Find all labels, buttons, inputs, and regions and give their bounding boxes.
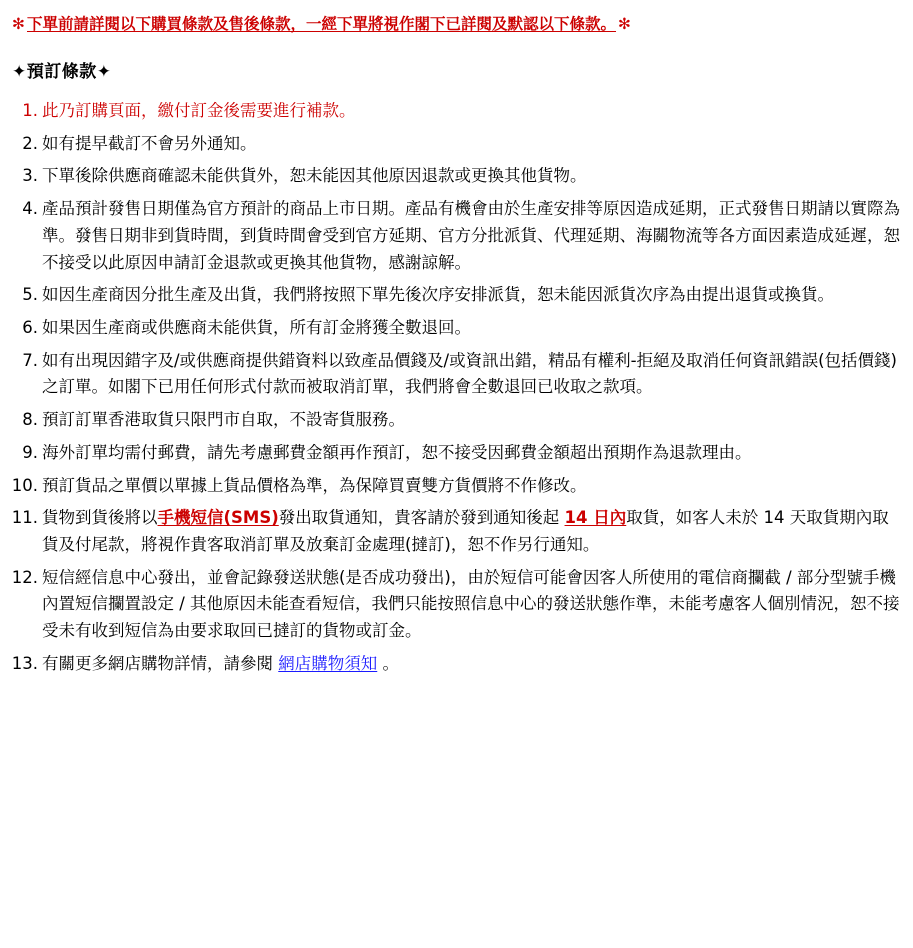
term-item [8,98,905,125]
term-text [42,651,905,678]
term-item [8,440,905,467]
term-text: 此乃訂購頁面，繳付訂金後需要進行補款。 [42,100,356,120]
term-number: 3. [22,166,38,186]
term-number: 13. [11,653,38,673]
term-item [8,565,905,645]
diamond-icon-left: ✦ [12,61,27,82]
emphasis-text: 14 日內 [564,508,627,528]
term-item [8,651,905,678]
term-text: 下單後除供應商確認未能供貨外，恕未能因其他原因退款或更換其他貨物。 [42,166,587,186]
term-text: 如有出現因錯字及/或供應商提供錯資料以致產品價錢及/或資訊出錯，精品有權利-拒絕及取消任何資訊錯誤(包括價錢)之訂單。如閣下已用任何形式付款而被取消訂單，我們將會全數退回已收取之款項。 [42,350,897,397]
term-item [8,473,905,500]
term-text: 產品預計發售日期僅為官方預計的商品上市日期。產品有機會由於生產安排等原因造成延期，正式發售日期請以實際為準。發售日期非到貨時間，到貨時間會受到官方延期、官方分批派貨、代理延期、海關物流等各方面因素造成延遲，恕不接受以此原因申請訂金退款或更換其他貨物，感謝諒解。 [42,199,900,272]
term-number: 8. [22,410,38,430]
term-number: 12. [11,567,38,587]
term-text-segment: 。 [377,653,399,673]
term-number: 9. [22,442,38,462]
term-text: 如有提早截訂不會另外通知。 [42,133,257,153]
term-number: 6. [22,317,38,337]
term-text: 短信經信息中心發出，並會記錄發送狀態(是否成功發出)，由於短信可能會因客人所使用的電信商攔截 / 部分型號手機內置短信攔置設定 / 其他原因未能查看短信，我們只能按照信息中心的發送狀態作準，未能考慮客人個別情況，恕不接受未有收到短信為由要求取回已撻訂的貨物或訂金。 [42,567,900,641]
term-number: 10. [11,475,38,495]
term-number: 4. [22,199,38,219]
term-item [8,407,905,434]
warning-banner [10,14,905,35]
term-text-segment: 發出取貨通知，貴客請於發到通知後起 [278,508,565,528]
term-text-segment: 取貨，如客人未於 14 天取貨期內取貨及付尾款，將視作貴客取消訂單及放棄訂金處理(撻訂)，恕不作另行通知。 [42,508,889,554]
section-heading [12,57,905,82]
term-item [8,163,905,190]
term-number: 2. [22,133,38,153]
term-number: 5. [22,285,38,305]
term-text: 如因生產商因分批生產及出貨，我們將按照下單先後次序安排派貨，恕未能因派貨次序為由提出退貨或換貨。 [42,285,834,305]
term-item [8,131,905,158]
star-icon-right: ✻ [618,15,632,33]
section-heading-text: 預訂條款 [26,61,97,82]
diamond-icon-right: ✦ [96,61,112,82]
term-text: 預訂貨品之單價以單據上貨品價格為準，為保障買賣雙方貨價將不作修改。 [42,475,587,495]
term-text: 如果因生產商或供應商未能供貨，所有訂金將獲全數退回。 [42,317,471,337]
term-text-segment: 有關更多網店購物詳情，請參閱 [42,653,279,673]
terms-list [8,98,905,678]
term-item [8,348,905,401]
term-item [8,315,905,342]
term-text: 預訂訂單香港取貨只限門市自取，不設寄貨服務。 [42,410,405,430]
term-item [8,505,905,558]
term-number: 11. [11,508,38,528]
term-number: 1. [22,100,38,120]
emphasis-text: 手機短信(SMS) [157,508,279,528]
warning-banner-text: 下單前請詳閱以下購買條款及售後條款，一經下單將視作閣下已詳閱及默認以下條款。 [27,15,617,33]
term-text-segment: 貨物到貨後將以 [42,508,158,528]
term-item [8,282,905,309]
term-text: 海外訂單均需付郵費，請先考慮郵費金額再作預訂，恕不接受因郵費金額超出預期作為退款理由。 [42,442,752,462]
term-number: 7. [22,350,38,370]
term-item [8,196,905,276]
star-icon-left: ✻ [12,15,25,33]
term-text [42,505,905,558]
shop-guide-link[interactable]: 網店購物須知 [278,653,378,673]
